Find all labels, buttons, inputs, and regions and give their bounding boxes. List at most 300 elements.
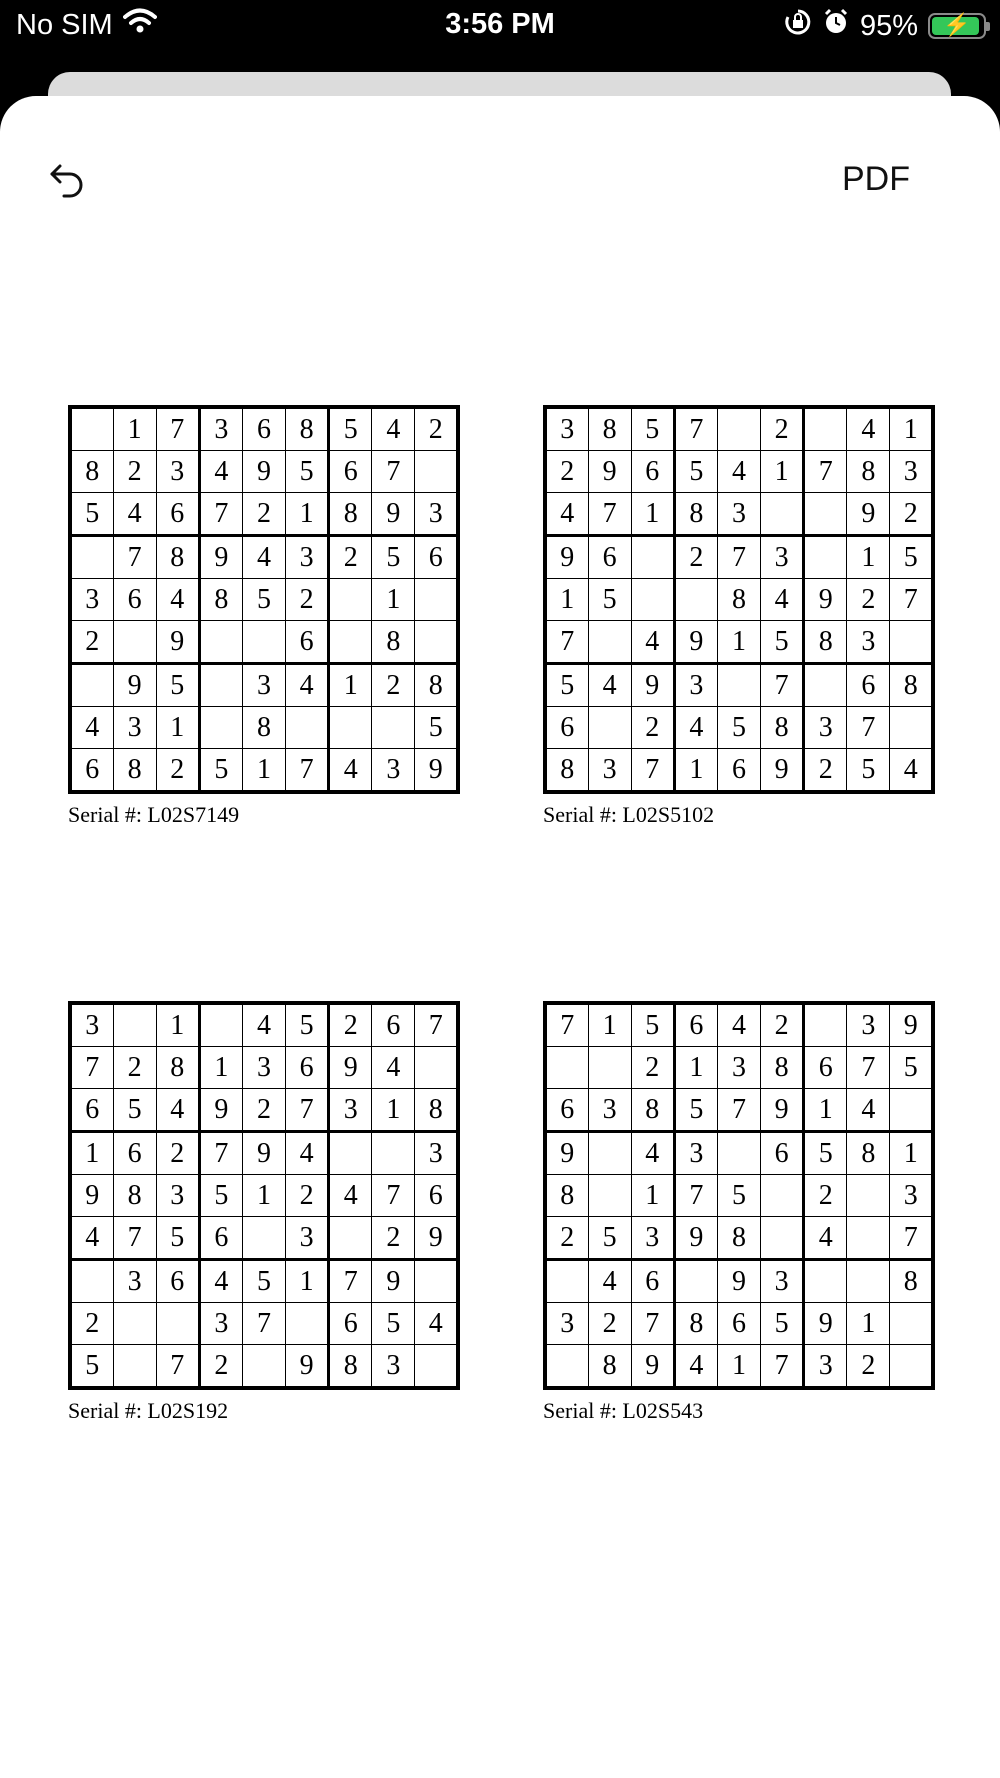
grid-cell: 5	[286, 451, 329, 493]
grid-cell: 9	[156, 621, 199, 664]
grid-row	[70, 1175, 458, 1217]
grid-cell	[329, 1217, 372, 1260]
grid-cell: 1	[674, 749, 717, 793]
grid-cell: 7	[761, 664, 804, 707]
serial-number: Serial #: L02S7149	[68, 802, 240, 827]
grid-cell	[890, 621, 933, 664]
grid-cell: 4	[156, 1089, 199, 1132]
status-time: 3:56 PM	[445, 8, 555, 40]
grid-cell: 7	[156, 1345, 199, 1389]
grid-cell: 6	[242, 407, 285, 451]
grid-cell: 4	[156, 579, 199, 621]
grid-row	[545, 1345, 933, 1389]
grid-cell: 3	[890, 1175, 933, 1217]
grid-cell	[804, 664, 847, 707]
sudoku-puzzle	[68, 405, 460, 828]
grid-cell: 8	[545, 1175, 588, 1217]
grid-cell	[415, 579, 458, 621]
grid-cell: 7	[113, 536, 156, 579]
grid-cell: 7	[717, 536, 760, 579]
grid-cell: 8	[113, 1175, 156, 1217]
grid-cell: 5	[199, 749, 242, 793]
grid-cell: 3	[674, 1132, 717, 1175]
grid-cell	[286, 707, 329, 749]
grid-cell	[717, 1132, 760, 1175]
grid-cell	[415, 1260, 458, 1303]
grid-row	[545, 1303, 933, 1345]
grid-row	[545, 621, 933, 664]
grid-cell: 6	[329, 451, 372, 493]
grid-cell: 5	[717, 707, 760, 749]
grid-cell: 6	[415, 536, 458, 579]
grid-cell: 4	[286, 1132, 329, 1175]
grid-cell: 1	[242, 1175, 285, 1217]
grid-cell: 1	[545, 579, 588, 621]
grid-cell	[70, 407, 113, 451]
grid-cell	[847, 1260, 890, 1303]
grid-cell: 9	[329, 1047, 372, 1089]
grid-cell: 2	[631, 707, 674, 749]
undo-arrow-icon[interactable]	[46, 156, 92, 202]
grid-cell: 1	[674, 1047, 717, 1089]
grid-cell	[199, 621, 242, 664]
grid-cell	[286, 1303, 329, 1345]
grid-cell: 3	[545, 1303, 588, 1345]
grid-row	[545, 1003, 933, 1047]
grid-cell: 5	[545, 664, 588, 707]
grid-cell: 7	[199, 1132, 242, 1175]
grid-cell: 3	[717, 493, 760, 536]
grid-cell	[199, 664, 242, 707]
grid-cell	[631, 579, 674, 621]
grid-row	[70, 1089, 458, 1132]
grid-row	[545, 1089, 933, 1132]
grid-cell	[588, 621, 631, 664]
grid-cell: 2	[113, 451, 156, 493]
grid-cell: 8	[761, 707, 804, 749]
grid-cell: 5	[113, 1089, 156, 1132]
serial-number: Serial #: L02S192	[68, 1398, 229, 1423]
grid-cell: 4	[717, 451, 760, 493]
grid-cell	[588, 1132, 631, 1175]
grid-cell: 5	[588, 579, 631, 621]
grid-cell: 4	[890, 749, 933, 793]
grid-cell: 7	[761, 1345, 804, 1389]
grid-cell	[329, 579, 372, 621]
grid-cell	[113, 621, 156, 664]
grid-cell: 6	[70, 1089, 113, 1132]
grid-cell: 3	[70, 1003, 113, 1047]
grid-cell: 1	[286, 493, 329, 536]
grid-cell: 3	[674, 664, 717, 707]
grid-cell: 8	[113, 749, 156, 793]
grid-cell: 4	[761, 579, 804, 621]
grid-cell: 2	[70, 621, 113, 664]
charging-bolt-icon: ⚡	[943, 12, 971, 37]
grid-cell: 6	[70, 749, 113, 793]
grid-cell: 5	[631, 1003, 674, 1047]
grid-cell: 8	[545, 749, 588, 793]
grid-cell: 2	[242, 1089, 285, 1132]
grid-cell: 6	[415, 1175, 458, 1217]
grid-cell: 2	[415, 407, 458, 451]
grid-cell: 6	[199, 1217, 242, 1260]
grid-cell: 5	[70, 1345, 113, 1389]
grid-cell: 9	[674, 1217, 717, 1260]
grid-cell	[717, 664, 760, 707]
grid-cell: 8	[372, 621, 415, 664]
grid-cell: 8	[674, 1303, 717, 1345]
sudoku-grid	[68, 405, 460, 794]
grid-row	[545, 493, 933, 536]
grid-cell: 7	[847, 1047, 890, 1089]
grid-cell: 8	[847, 451, 890, 493]
grid-cell: 2	[804, 749, 847, 793]
grid-cell: 3	[415, 493, 458, 536]
grid-cell: 9	[631, 1345, 674, 1389]
sudoku-grid	[543, 405, 935, 794]
grid-cell: 9	[242, 451, 285, 493]
grid-row	[70, 1345, 458, 1389]
grid-row	[545, 749, 933, 793]
grid-row	[545, 1175, 933, 1217]
grid-cell: 4	[242, 1003, 285, 1047]
grid-cell: 3	[588, 749, 631, 793]
grid-row	[70, 664, 458, 707]
grid-cell: 9	[717, 1260, 760, 1303]
grid-cell: 3	[545, 407, 588, 451]
grid-cell	[415, 451, 458, 493]
grid-cell: 3	[329, 1089, 372, 1132]
grid-cell: 5	[847, 749, 890, 793]
grid-cell: 9	[199, 1089, 242, 1132]
grid-cell: 7	[890, 579, 933, 621]
grid-row	[70, 707, 458, 749]
grid-cell: 1	[199, 1047, 242, 1089]
grid-cell	[545, 1260, 588, 1303]
grid-cell: 5	[588, 1217, 631, 1260]
alarm-icon	[822, 8, 850, 44]
grid-row	[70, 1003, 458, 1047]
grid-cell: 3	[761, 536, 804, 579]
grid-cell: 1	[242, 749, 285, 793]
grid-cell: 4	[674, 707, 717, 749]
grid-cell: 4	[70, 1217, 113, 1260]
grid-cell: 6	[847, 664, 890, 707]
battery-percent: 95%	[859, 9, 918, 42]
grid-cell: 5	[890, 536, 933, 579]
grid-cell: 2	[631, 1047, 674, 1089]
grid-cell: 5	[415, 707, 458, 749]
grid-cell: 1	[631, 1175, 674, 1217]
grid-cell: 4	[70, 707, 113, 749]
grid-cell	[70, 664, 113, 707]
grid-cell: 7	[631, 1303, 674, 1345]
grid-cell: 8	[674, 493, 717, 536]
grid-cell	[631, 536, 674, 579]
grid-cell: 1	[156, 1003, 199, 1047]
grid-row	[70, 407, 458, 451]
grid-cell: 5	[674, 1089, 717, 1132]
grid-cell	[890, 1303, 933, 1345]
sudoku-puzzle	[543, 1001, 935, 1424]
grid-cell	[242, 621, 285, 664]
grid-cell	[674, 1260, 717, 1303]
grid-cell	[890, 1089, 933, 1132]
grid-cell: 4	[199, 1260, 242, 1303]
grid-cell	[113, 1303, 156, 1345]
grid-cell: 5	[199, 1175, 242, 1217]
grid-cell: 7	[631, 749, 674, 793]
grid-cell	[113, 1003, 156, 1047]
grid-cell: 1	[717, 621, 760, 664]
grid-cell: 4	[804, 1217, 847, 1260]
grid-cell: 4	[329, 749, 372, 793]
grid-cell: 7	[545, 621, 588, 664]
grid-cell: 6	[545, 707, 588, 749]
grid-cell: 9	[113, 664, 156, 707]
grid-cell: 2	[545, 451, 588, 493]
grid-cell: 6	[113, 1132, 156, 1175]
grid-row	[70, 749, 458, 793]
grid-cell: 8	[588, 407, 631, 451]
grid-cell: 6	[717, 1303, 760, 1345]
pdf-button[interactable]: PDF	[842, 160, 910, 198]
grid-cell: 6	[545, 1089, 588, 1132]
grid-cell: 6	[717, 749, 760, 793]
grid-cell: 5	[717, 1175, 760, 1217]
grid-cell: 3	[242, 664, 285, 707]
grid-cell	[329, 707, 372, 749]
grid-cell	[761, 1175, 804, 1217]
grid-cell	[545, 1047, 588, 1089]
grid-cell: 9	[761, 749, 804, 793]
grid-cell: 6	[156, 493, 199, 536]
grid-cell: 1	[113, 407, 156, 451]
grid-row	[70, 579, 458, 621]
grid-cell: 2	[329, 1003, 372, 1047]
grid-cell: 2	[372, 664, 415, 707]
orientation-lock-icon	[784, 8, 812, 44]
grid-row	[70, 451, 458, 493]
grid-cell: 3	[199, 1303, 242, 1345]
grid-cell: 7	[890, 1217, 933, 1260]
grid-cell: 9	[674, 621, 717, 664]
grid-cell: 5	[156, 1217, 199, 1260]
grid-cell: 3	[717, 1047, 760, 1089]
grid-cell: 9	[631, 664, 674, 707]
grid-cell: 9	[70, 1175, 113, 1217]
grid-row	[545, 1217, 933, 1260]
sudoku-puzzle	[68, 1001, 460, 1424]
grid-cell: 3	[286, 536, 329, 579]
grid-cell: 5	[372, 536, 415, 579]
grid-cell: 3	[372, 749, 415, 793]
grid-cell: 1	[890, 1132, 933, 1175]
grid-cell: 4	[847, 1089, 890, 1132]
grid-cell: 3	[415, 1132, 458, 1175]
grid-cell: 5	[804, 1132, 847, 1175]
grid-cell: 9	[199, 536, 242, 579]
grid-cell: 6	[674, 1003, 717, 1047]
grid-cell: 5	[761, 1303, 804, 1345]
grid-cell: 6	[372, 1003, 415, 1047]
grid-cell: 9	[372, 493, 415, 536]
battery-icon	[928, 13, 986, 39]
grid-cell: 6	[631, 1260, 674, 1303]
grid-cell: 7	[717, 1089, 760, 1132]
grid-cell: 2	[156, 749, 199, 793]
grid-row	[545, 536, 933, 579]
grid-cell: 6	[286, 621, 329, 664]
grid-cell: 2	[847, 1345, 890, 1389]
grid-cell	[242, 1345, 285, 1389]
sudoku-puzzle	[543, 405, 935, 828]
grid-cell: 2	[156, 1132, 199, 1175]
grid-cell: 8	[199, 579, 242, 621]
grid-cell: 9	[761, 1089, 804, 1132]
grid-cell: 2	[761, 1003, 804, 1047]
grid-cell: 7	[674, 1175, 717, 1217]
grid-cell: 7	[286, 749, 329, 793]
grid-cell: 1	[372, 579, 415, 621]
grid-cell: 2	[890, 493, 933, 536]
grid-cell: 8	[329, 1345, 372, 1389]
serial-number: Serial #: L02S543	[543, 1398, 704, 1423]
grid-row	[545, 451, 933, 493]
grid-cell: 1	[847, 1303, 890, 1345]
grid-cell: 1	[70, 1132, 113, 1175]
grid-cell	[545, 1345, 588, 1389]
grid-cell	[717, 407, 760, 451]
grid-cell: 7	[113, 1217, 156, 1260]
grid-cell: 8	[588, 1345, 631, 1389]
grid-cell: 4	[242, 536, 285, 579]
grid-cell	[156, 1303, 199, 1345]
grid-cell: 4	[329, 1175, 372, 1217]
grid-cell: 5	[761, 621, 804, 664]
grid-cell: 7	[372, 1175, 415, 1217]
grid-cell: 4	[847, 407, 890, 451]
grid-cell: 3	[113, 707, 156, 749]
grid-cell: 1	[631, 493, 674, 536]
grid-cell: 4	[631, 1132, 674, 1175]
grid-cell: 1	[804, 1089, 847, 1132]
status-bar	[0, 0, 1000, 50]
grid-cell: 3	[847, 621, 890, 664]
grid-cell: 7	[156, 407, 199, 451]
grid-cell: 1	[156, 707, 199, 749]
grid-cell: 1	[329, 664, 372, 707]
grid-cell	[372, 1132, 415, 1175]
grid-cell: 3	[199, 407, 242, 451]
grid-cell: 7	[415, 1003, 458, 1047]
grid-cell: 2	[545, 1217, 588, 1260]
grid-cell	[804, 407, 847, 451]
preview-sheet	[0, 96, 1000, 1778]
grid-cell: 1	[372, 1089, 415, 1132]
grid-cell	[674, 579, 717, 621]
grid-cell: 5	[631, 407, 674, 451]
grid-cell: 6	[113, 579, 156, 621]
grid-cell	[804, 1260, 847, 1303]
grid-cell	[415, 621, 458, 664]
grid-cell: 7	[588, 493, 631, 536]
grid-cell	[761, 493, 804, 536]
grid-cell: 3	[804, 707, 847, 749]
grid-row	[70, 1260, 458, 1303]
grid-cell: 6	[804, 1047, 847, 1089]
grid-cell: 5	[242, 1260, 285, 1303]
grid-cell: 9	[545, 536, 588, 579]
grid-cell: 8	[717, 1217, 760, 1260]
grid-cell: 4	[286, 664, 329, 707]
grid-row	[70, 621, 458, 664]
grid-cell: 9	[286, 1345, 329, 1389]
grid-cell: 8	[847, 1132, 890, 1175]
grid-cell: 1	[890, 407, 933, 451]
grid-cell: 3	[70, 579, 113, 621]
grid-cell: 8	[631, 1089, 674, 1132]
grid-cell: 2	[286, 1175, 329, 1217]
grid-cell: 3	[890, 451, 933, 493]
sudoku-grid	[68, 1001, 460, 1390]
grid-cell: 9	[890, 1003, 933, 1047]
grid-cell: 6	[329, 1303, 372, 1345]
grid-cell: 1	[588, 1003, 631, 1047]
grid-cell: 2	[674, 536, 717, 579]
grid-cell: 4	[674, 1345, 717, 1389]
grid-cell: 4	[588, 1260, 631, 1303]
grid-cell: 6	[286, 1047, 329, 1089]
grid-row	[70, 536, 458, 579]
grid-cell: 8	[761, 1047, 804, 1089]
grid-cell: 9	[847, 493, 890, 536]
grid-cell: 2	[804, 1175, 847, 1217]
grid-cell: 5	[286, 1003, 329, 1047]
grid-cell: 6	[631, 451, 674, 493]
grid-cell	[804, 493, 847, 536]
grid-cell: 5	[674, 451, 717, 493]
grid-cell: 2	[113, 1047, 156, 1089]
grid-cell	[242, 1217, 285, 1260]
grid-cell: 2	[242, 493, 285, 536]
grid-row	[70, 1217, 458, 1260]
grid-cell: 8	[717, 579, 760, 621]
grid-cell: 1	[717, 1345, 760, 1389]
grid-cell: 3	[156, 451, 199, 493]
grid-cell	[329, 621, 372, 664]
grid-cell	[890, 1345, 933, 1389]
grid-cell: 4	[113, 493, 156, 536]
grid-cell: 5	[70, 493, 113, 536]
grid-cell: 3	[588, 1089, 631, 1132]
grid-cell: 8	[286, 407, 329, 451]
grid-cell	[761, 1217, 804, 1260]
grid-cell: 9	[804, 1303, 847, 1345]
grid-cell	[890, 707, 933, 749]
grid-cell: 3	[847, 1003, 890, 1047]
grid-cell: 7	[199, 493, 242, 536]
grid-cell: 2	[847, 579, 890, 621]
grid-cell: 2	[199, 1345, 242, 1389]
grid-cell: 5	[372, 1303, 415, 1345]
grid-cell: 9	[415, 1217, 458, 1260]
grid-cell	[70, 536, 113, 579]
grid-cell	[70, 1260, 113, 1303]
grid-cell: 7	[545, 1003, 588, 1047]
grid-cell	[415, 1345, 458, 1389]
